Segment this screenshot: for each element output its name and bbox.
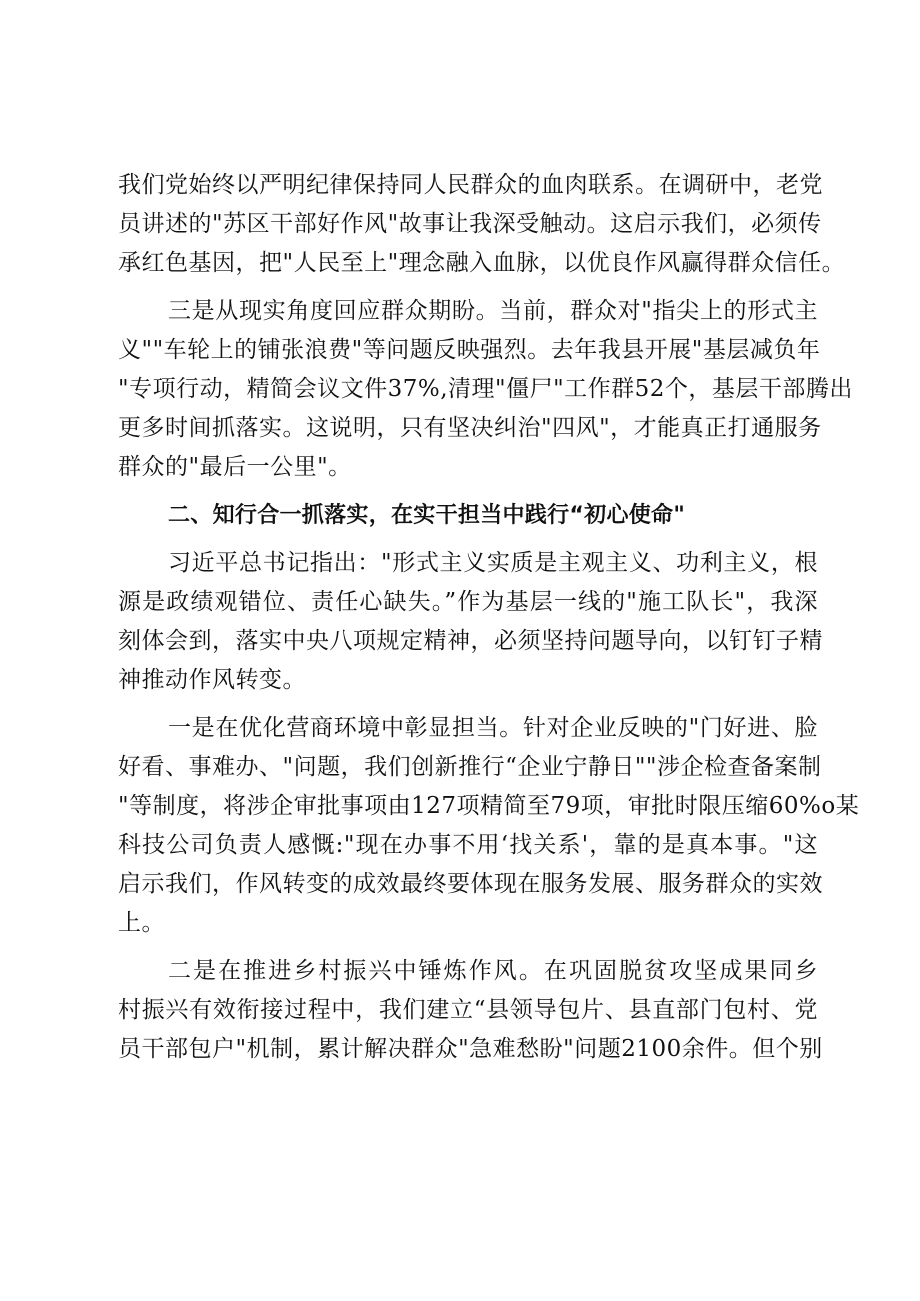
paragraph-2: [118, 292, 853, 487]
text-line: 源是政绩观错位、责任心缺失。”作为基层一线的"施工队长"，我深: [118, 589, 818, 615]
section-heading: 二、知行合一抓落实，在实干担当中践行“初心使命": [168, 503, 686, 528]
text-line: 承红色基因，把"人民至上"理念融入血脉，以优良作风赢得群众信任。: [118, 250, 846, 276]
text-line: 科技公司负责人感慨:"现在办事不用‘找关系'，靠的是真本事。"这: [118, 832, 818, 858]
text-line: 神推动作风转变。: [118, 667, 306, 693]
text-line: 三是从现实角度回应群众期盼。当前，群众对"指尖上的形式主: [168, 298, 818, 324]
text-line: 义""车轮上的铺张浪费"等问题反映强烈。去年我县开展"基层减负年: [118, 337, 821, 363]
text-line: 员讲述的"苏区干部好作风"故事让我深受触动。这启示我们，必须传: [118, 211, 822, 237]
text-line: 村振兴有效衔接过程中，我们建立“县领导包片、县直部门包村、党: [118, 997, 818, 1023]
text-line: 一是在优化营商环境中彰显担当。针对企业反映的"门好进、脸: [168, 715, 818, 741]
text-line: 我们党始终以严明纪律保持同人民群众的血肉联系。在调研中，老党: [118, 172, 823, 198]
text-line: "等制度，将涉企审批事项由127项精简至79项，审批时限压缩60%o某: [118, 793, 860, 819]
paragraph-5: [118, 952, 823, 1069]
text-line: 启示我们，作风转变的成效最终要体现在服务发展、服务群众的实效: [118, 871, 823, 897]
text-line: 员干部包户"机制，累计解决群众"急难愁盼"问题2100余件。但个别: [118, 1036, 823, 1062]
text-line: 好看、事难办、"问题，我们创新推行“企业宁静日""涉企检查备案制: [118, 754, 822, 780]
text-line: "专项行动，精简会议文件37%,清理"僵尸"工作群52个，基层干部腾出: [118, 376, 853, 402]
paragraph-1: [118, 166, 846, 283]
document-body: [118, 166, 860, 1078]
text-line: 更多时间抓落实。这说明，只有坚决纠治"四风"，才能真正打通服务: [118, 415, 822, 441]
text-line: 刻体会到，落实中央八项规定精神，必须坚持问题导向，以钉钉子精: [118, 628, 823, 654]
paragraph-4: [118, 709, 860, 943]
text-line: 二是在推进乡村振兴中锤炼作风。在巩固脱贫攻坚成果同乡: [168, 958, 818, 984]
text-line: 上。: [118, 910, 165, 936]
paragraph-3: [118, 544, 823, 700]
text-line: 习近平总书记指出："形式主义实质是主观主义、功利主义，根: [168, 550, 818, 576]
text-line: 群众的"最后一公里"。: [118, 454, 352, 480]
